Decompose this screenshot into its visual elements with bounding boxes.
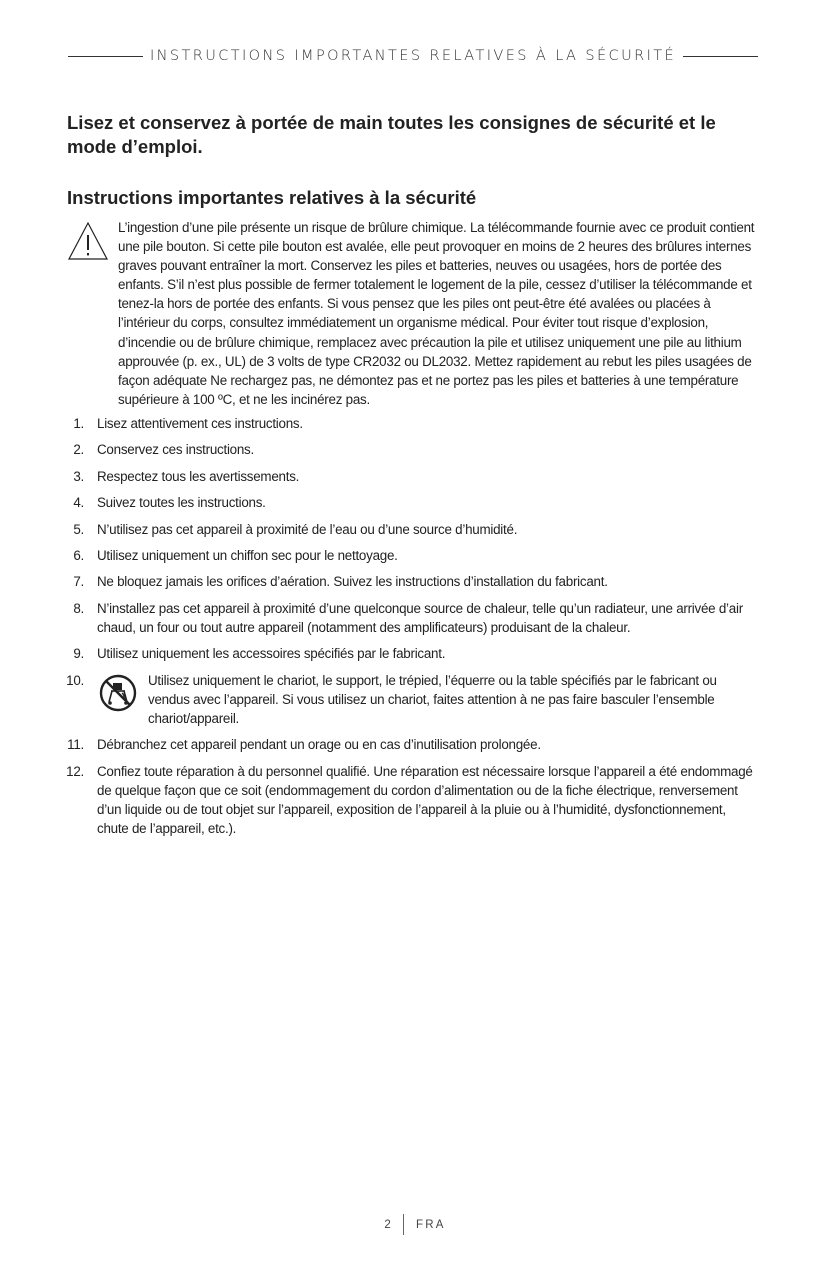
- language-code: FRA: [416, 1218, 446, 1231]
- page-footer: [0, 1214, 825, 1235]
- list-item: [58, 414, 760, 433]
- header-title: INSTRUCTIONS IMPORTANTES RELATIVES À LA SÉCURITÉ: [149, 48, 677, 64]
- warning-text: L’ingestion d’une pile présente un risque de brûlure chimique. La télécommande fournie avec ce produit contient une pile bouton. Si cette pile bouton est avalée, elle peut provoquer en moins de 2 heures des brûlures internes graves pouvant entraîner la mort. Conservez les piles et batteries, neuves ou usagées, hors de portée des enfants. S’il n’est plus possible de fermer totalement le logement de la pile, cessez d’utiliser la télécommande et tenez-la hors de portée des enfants. Si vous pensez que les piles ont peut-être été avalées ou placées à l’intérieur du corps, consultez immédiatement un organisme médical. Pour éviter tout risque d’explosion, d’incendie ou de brûlure chimique, remplacez avec précaution la pile et utilisez uniquement une pile au lithium approuvée (p. ex., UL) de 3 volts de type CR2032 ou DL2032. Mettez rapidement au rebut les piles usagées de façon adéquate Ne rechargez pas, ne démontez pas et ne portez pas les piles et batteries à une température supérieure à 100 ºC, et ne les incinérez pas.: [118, 220, 755, 407]
- list-item-text: Conservez ces instructions.: [97, 442, 254, 458]
- instructions-list: [58, 414, 760, 845]
- list-item-number: 12.: [66, 763, 84, 779]
- list-item-text: N’installez pas cet appareil à proximité d’une quelconque source de chaleur, telle qu’un radiateur, une arrivée d’air chaud, un four ou tout autre appareil (notamment des amplificateurs) produisant de la chaleur.: [97, 600, 743, 635]
- header-rule-left: [68, 56, 143, 57]
- list-item-number: 9.: [73, 646, 84, 662]
- list-item-text: Utilisez uniquement le chariot, le support, le trépied, l’équerre ou la table spécifiés par le fabricant ou vendus avec l’appareil. Si vous utilisez un chariot, faites attention à ne pas faire basculer l’ensemble chariot/appareil.: [148, 672, 717, 726]
- page-number: 2: [384, 1218, 393, 1231]
- list-item: [58, 599, 760, 637]
- list-item-number: 1.: [73, 416, 84, 431]
- list-item-number: 10.: [66, 672, 84, 688]
- list-item: [58, 467, 760, 486]
- list-item-number: 11.: [67, 737, 84, 753]
- list-item-text: Confiez toute réparation à du personnel qualifié. Une réparation est nécessaire lorsque l’appareil a été endommagé de quelque façon que ce soit (endommagement du cordon d’alimentation ou de la fiche électrique, renversement d’un liquide ou de tout objet sur l’appareil, exposition de l’appareil à la pluie ou à l’humidité, dysfonctionnement, chute de l’appareil, etc.).: [97, 763, 753, 836]
- list-item: [58, 572, 760, 591]
- header-rule-right: [683, 56, 758, 57]
- list-item-text: Utilisez uniquement les accessoires spécifiés par le fabricant.: [97, 646, 446, 662]
- list-item-text: Utilisez uniquement un chiffon sec pour le nettoyage.: [97, 547, 398, 563]
- list-item-text: Suivez toutes les instructions.: [97, 495, 266, 511]
- list-item-number: 4.: [73, 495, 84, 511]
- section-title: Instructions importantes relatives à la sécurité: [67, 187, 477, 208]
- list-item: [58, 762, 760, 838]
- list-item: [58, 546, 760, 565]
- list-item-number: 2.: [73, 442, 84, 458]
- list-item-number: 7.: [73, 574, 84, 590]
- list-item-number: 6.: [73, 547, 84, 563]
- cart-warning-icon: [98, 673, 138, 713]
- intro-heading: Lisez et conservez à portée de main toutes les consignes de sécurité et le mode d’emploi.: [67, 112, 716, 157]
- list-item: [58, 440, 760, 459]
- page-header: [68, 48, 758, 64]
- list-item-text: Lisez attentivement ces instructions.: [97, 416, 303, 431]
- list-item: [58, 671, 760, 728]
- battery-warning: [67, 218, 758, 409]
- list-item-text: N’utilisez pas cet appareil à proximité de l’eau ou d’une source d’humidité.: [97, 521, 518, 537]
- warning-triangle-icon: [67, 221, 109, 261]
- list-item-number: 5.: [73, 521, 84, 537]
- list-item-number: 8.: [73, 600, 84, 616]
- list-item: [58, 493, 760, 512]
- list-item: [58, 735, 760, 754]
- list-item-text: Respectez tous les avertissements.: [97, 468, 300, 484]
- list-item-text: Ne bloquez jamais les orifices d’aération. Suivez les instructions d’installation du fabricant.: [97, 574, 608, 590]
- list-item: [58, 520, 760, 539]
- list-item-text: Débranchez cet appareil pendant un orage ou en cas d’inutilisation prolongée.: [97, 737, 541, 753]
- list-item-number: 3.: [73, 468, 84, 484]
- list-item: [58, 644, 760, 663]
